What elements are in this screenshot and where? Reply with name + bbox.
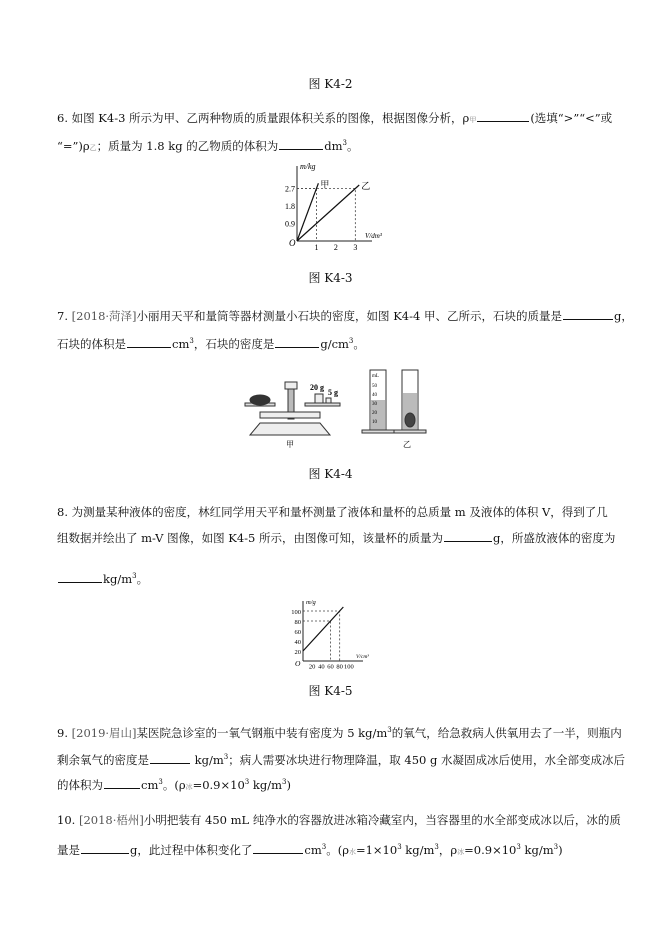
origin-label: O (289, 238, 296, 248)
figure-k4-4-balance-and-cylinders (230, 360, 430, 450)
question-text: (选填“>”“<”或 (530, 111, 613, 125)
figure-caption-k4-4: 图 K4-4 (308, 467, 353, 481)
question-line (57, 839, 563, 860)
question-text: 量是 (57, 842, 80, 857)
x-tick-label: 1 (314, 243, 319, 252)
question-text: 某医院急诊室的一氧气钢瓶中装有密度为 5 kg/m (136, 725, 388, 740)
figure-caption-k4-3: 图 K4-3 (308, 271, 353, 285)
x-tick-label: 80 (336, 663, 343, 671)
question-text: ) (286, 777, 291, 792)
subscript: 水 (348, 847, 356, 856)
weight-label-5g: 5 g (328, 388, 338, 397)
question-text: 。(ρ (162, 777, 186, 792)
tick-20: 20 (372, 411, 377, 416)
question-text: 。 (136, 571, 149, 586)
question-text: 。 (353, 336, 365, 351)
y-tick-label: 100 (291, 609, 301, 616)
y-axis-label: m/g (306, 600, 316, 606)
question-line (57, 504, 608, 520)
x-tick-label: 3 (353, 243, 358, 252)
question-source: [2018·菏泽] (71, 309, 137, 323)
y-tick-label: 80 (294, 619, 301, 626)
superscript: 3 (348, 337, 354, 345)
question-text: 7. (57, 309, 72, 323)
y-tick-label: 60 (294, 629, 301, 636)
superscript: 3 (321, 843, 327, 851)
guide-line (303, 611, 340, 661)
superscript: 3 (189, 337, 194, 345)
figure-caption-k4-2: 图 K4-2 (308, 77, 353, 91)
superscript: 3 (158, 778, 163, 786)
question-line (57, 530, 615, 546)
x-tick-label: 60 (327, 663, 334, 671)
question-line (57, 812, 621, 828)
question-source: [2018·梧州] (78, 813, 144, 827)
y-axis-label: m/kg (300, 162, 316, 171)
question-line (57, 308, 633, 324)
answer-blank[interactable] (563, 308, 613, 320)
superscript: 3 (553, 843, 559, 851)
y-tick-label: 40 (294, 639, 301, 646)
question-text: 的氧气，给急救病人供氧用去了一半，则瓶内 (391, 725, 622, 740)
subscript: 乙 (89, 143, 97, 152)
subscript: 甲 (469, 116, 477, 124)
question-text: cm (141, 777, 159, 792)
series-label: 乙 (361, 181, 371, 191)
question-text: kg/m (401, 842, 435, 857)
question-text: =0.9×10 (192, 777, 245, 792)
graph-k4-5 (270, 600, 390, 675)
question-line (57, 135, 359, 156)
question-text: 。 (347, 138, 359, 153)
question-line (57, 333, 365, 352)
question-text: 。(ρ (326, 842, 349, 857)
y-tick-label: 0.9 (285, 219, 295, 229)
y-tick-label: 2.7 (285, 184, 295, 194)
question-text: ) (558, 842, 563, 857)
answer-blank[interactable] (58, 571, 102, 583)
question-line (57, 774, 291, 795)
question-text: kg/m (249, 777, 283, 792)
balance-illustration (245, 382, 340, 435)
question-line (57, 722, 622, 741)
question-text: g，此过程中体积变化了 (130, 842, 253, 857)
question-source: [2019·眉山] (71, 725, 137, 740)
question-text: 石块的体积是 (57, 336, 126, 351)
x-tick-label: 2 (333, 243, 338, 252)
answer-blank[interactable] (275, 336, 319, 348)
question-text: cm (304, 842, 322, 857)
question-text: g/cm (320, 336, 349, 351)
question-text: 小明把装有 450 mL 纯净水的容器放进冰箱冷藏室内，当容器里的水全部变成冰以后，冰的质 (143, 813, 621, 827)
answer-blank[interactable] (150, 752, 190, 764)
series-line (303, 607, 343, 651)
series-line (297, 183, 318, 241)
weight-label-20g: 20 g (310, 383, 324, 392)
superscript: 3 (516, 843, 521, 851)
question-text: ，石块的密度是 (193, 336, 275, 351)
question-text: 10. (57, 813, 79, 827)
superscript: 3 (282, 778, 287, 786)
superscript: 3 (132, 572, 137, 580)
answer-blank[interactable] (279, 138, 323, 150)
graph-k4-3 (270, 160, 400, 255)
question-text: g， (613, 309, 633, 323)
question-text: kg/m (191, 752, 224, 767)
tick-10: 10 (372, 420, 377, 425)
subscript: 冰 (457, 847, 465, 856)
question-text: ；质量为 1.8 kg 的乙物质的体积为 (96, 138, 279, 153)
question-text: 小丽用天平和量筒等器材测量小石块的密度，如图 K4-4 甲、乙所示，石块的质量是 (136, 309, 562, 323)
question-text: cm (172, 336, 190, 351)
answer-blank[interactable] (127, 336, 171, 348)
question-text: 9. (57, 725, 72, 740)
figure-caption-k4-5: 图 K4-5 (308, 684, 353, 698)
x-tick-label: 40 (318, 663, 325, 671)
question-text: 8. 为测量某种液体的密度，林红同学用天平和量杯测量了液体和量杯的总质量 m 及液体的体积 V，得到了几 (57, 505, 608, 519)
guide-line (303, 621, 331, 661)
subscript: 冰 (185, 782, 193, 791)
question-text: kg/m (103, 571, 133, 586)
superscript: 3 (223, 753, 229, 761)
question-text: kg/m (520, 842, 554, 857)
question-text: 6. 如图 K4-3 所示为甲、乙两种物质的质量跟体积关系的图像，根据图像分析，ρ (57, 111, 470, 125)
question-text: ，ρ (438, 842, 458, 857)
superscript: 3 (434, 843, 439, 851)
x-tick-label: 20 (308, 663, 316, 671)
question-text: dm (324, 138, 343, 153)
superscript: 3 (342, 139, 347, 147)
answer-blank[interactable] (444, 530, 492, 542)
superscript: 3 (397, 843, 402, 851)
question-text: 组数据并绘出了 m-V 图像，如图 K4-5 所示，由图像可知，该量杯的质量为 (57, 531, 443, 545)
question-text: 剩余氧气的密度是 (57, 752, 149, 767)
tick-30: 30 (372, 402, 377, 407)
question-line (57, 749, 625, 768)
label-yi: 乙 (403, 440, 411, 449)
question-line (57, 110, 612, 128)
answer-blank[interactable] (253, 842, 303, 854)
y-tick-label: 1.8 (285, 202, 295, 211)
y-tick-label: 20 (294, 649, 301, 656)
question-text: 的体积为 (57, 777, 103, 792)
x-axis-label: V/cm³ (356, 654, 369, 660)
question-text: =0.9×10 (464, 842, 517, 857)
superscript: 3 (244, 778, 250, 786)
series-line (297, 185, 359, 241)
origin-label: O (295, 659, 301, 668)
answer-blank[interactable] (81, 842, 129, 854)
question-text: =1×10 (355, 842, 398, 857)
label-jia: 甲 (286, 440, 294, 449)
question-text: g，所盛放液体的密度为 (493, 531, 616, 545)
cylinder-unit: mL (372, 374, 379, 379)
question-line (57, 568, 148, 587)
answer-blank[interactable] (104, 777, 140, 789)
x-axis-label: V/dm³ (365, 232, 382, 240)
question-text: ；病人需要冰块进行物理降温，取 450 g 水凝固成冰后使用，水全部变成冰后 (228, 752, 626, 767)
question-text: “=”)ρ (57, 138, 90, 153)
tick-50: 50 (372, 384, 377, 389)
series-label: 甲 (320, 179, 330, 190)
superscript: 3 (387, 726, 392, 734)
x-tick-label: 100 (343, 663, 354, 671)
tick-40: 40 (372, 393, 377, 398)
answer-blank[interactable] (477, 110, 529, 122)
